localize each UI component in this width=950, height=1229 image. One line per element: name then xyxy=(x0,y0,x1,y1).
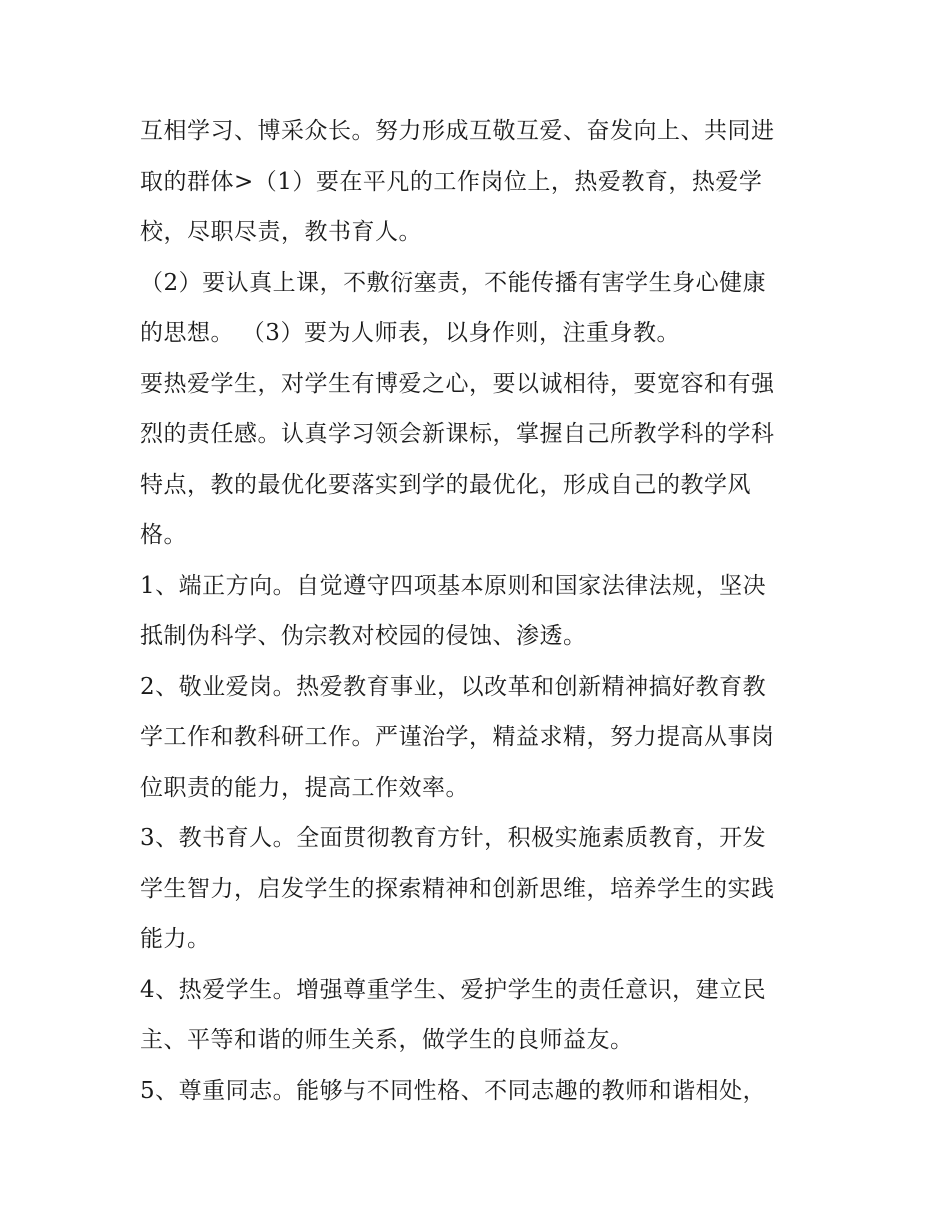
text-line: 学工作和教科研工作。严谨治学，精益求精，努力提高从事岗 xyxy=(140,724,775,750)
text-line: 5、尊重同志。能够与不同性格、不同志趣的教师和谐相处， xyxy=(140,1077,767,1104)
text-line: 格。 xyxy=(140,522,187,548)
body-text xyxy=(140,106,830,1116)
text-line: 学生智力，启发学生的探索精神和创新思维，培养学生的实践 xyxy=(140,875,775,902)
text-line: 主、平等和谐的师生关系，做学生的良师益友。 xyxy=(140,1027,634,1053)
text-line: 3、教书育人。全面贯彻教育方针，积极实施素质教育，开发 xyxy=(140,825,767,851)
text-line: 2、敬业爱岗。热爱教育事业，以改革和创新精神搞好教育教 xyxy=(140,673,767,700)
text-line: 1、端正方向。自觉遵守四项基本原则和国家法律法规，坚决 xyxy=(140,572,767,599)
text-line: 4、热爱学生。增强尊重学生、爱护学生的责任意识，建立民 xyxy=(140,976,767,1003)
text-line: （2）要认真上课，不敷衍塞责，不能传播有害学生身心健康 xyxy=(140,269,767,296)
text-line: 能力。 xyxy=(140,926,211,952)
text-line: 校，尽职尽责，教书育人。 xyxy=(140,219,422,245)
text-line: 位职责的能力，提高工作效率。 xyxy=(140,774,469,801)
text-line: 要热爱学生，对学生有博爱之心，要以诚相待，要宽容和有强 xyxy=(140,370,775,397)
text-line: 的思想。 （3）要为人师表，以身作则，注重身教。 xyxy=(140,320,680,346)
text-line: 互相学习、博采众长。努力形成互敬互爱、奋发向上、共同进 xyxy=(140,118,775,144)
text-line: 烈的责任感。认真学习领会新课标，掌握自己所教学科的学科 xyxy=(140,421,775,447)
text-line: 特点，教的最优化要落实到学的最优化，形成自己的教学风 xyxy=(140,471,751,498)
text-line: 抵制伪科学、伪宗教对校园的侵蚀、渗透。 xyxy=(140,623,587,649)
text-line: 取的群体>（1）要在平凡的工作岗位上，热爱教育，热爱学 xyxy=(140,168,763,195)
